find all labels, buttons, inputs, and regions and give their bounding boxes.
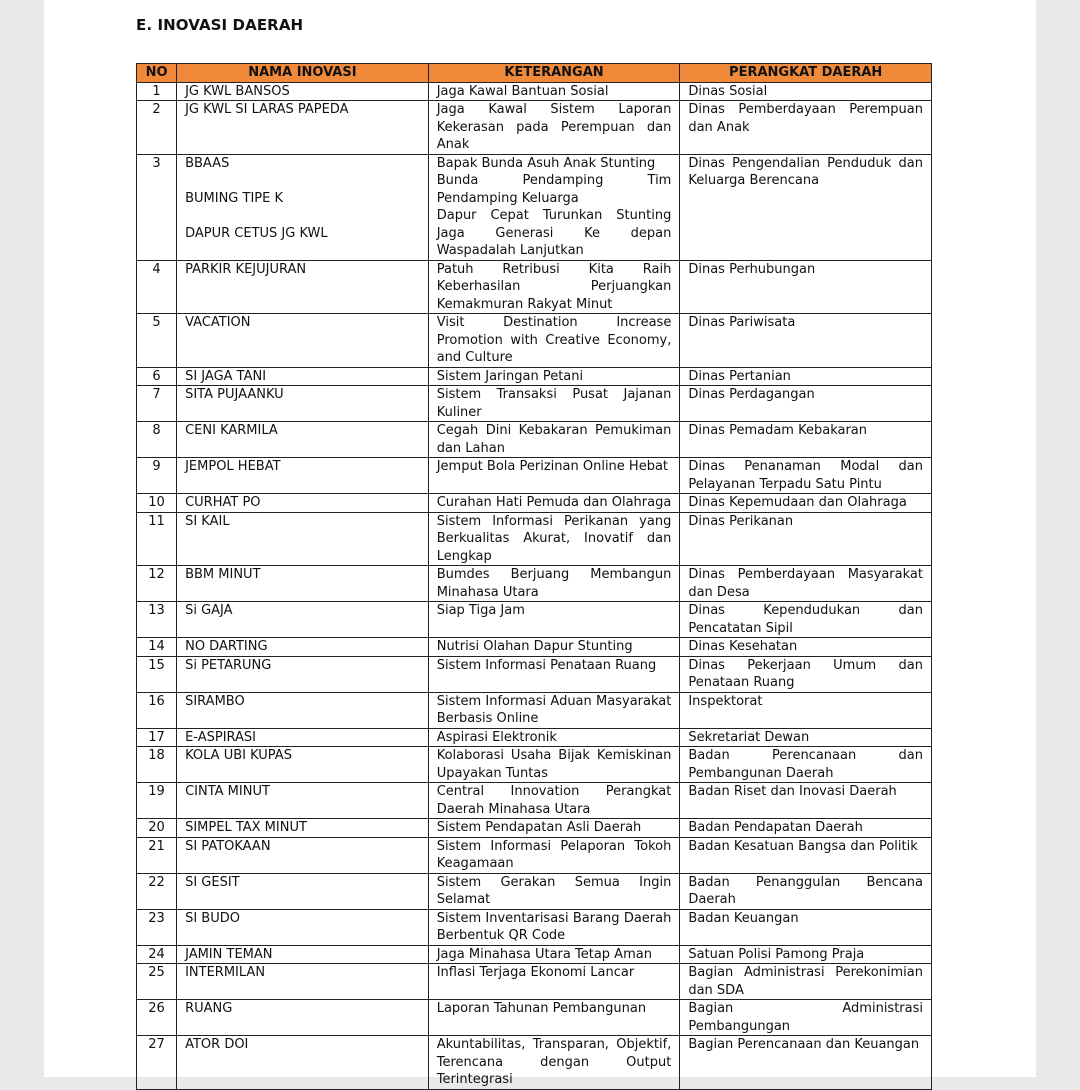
table-row [137,945,932,964]
table-row [137,783,932,819]
row-number: 23 [137,909,177,945]
description-cell [428,1000,680,1036]
innovation-name-cell [177,747,429,783]
row-number: 20 [137,819,177,838]
innovation-name: JEMPOL HEBAT [185,459,281,474]
innovation-name: NO DARTING [185,639,268,654]
innovation-description: Cegah Dini Kebakaran Pemukiman dan Lahan [436,423,672,456]
description-cell [428,314,680,368]
innovation-description: Jaga Minahasa Utara Tetap Aman [436,946,652,962]
regional-agency: Bagian Perencanaan dan Keuangan [680,1036,932,1090]
innovation-name-cell [177,783,429,819]
description-cell [428,458,680,494]
row-number: 14 [137,638,177,657]
innovation-name: CENI KARMILA [185,423,278,438]
innovation-description: Sistem Jaringan Petani [436,368,584,384]
innovation-description: Akuntabilitas, Transparan, Objektif, Terencana dengan Output Terintegrasi [436,1037,672,1087]
innovation-name: DAPUR CETUS JG KWL [185,225,328,241]
innovation-name-cell [177,1000,429,1036]
row-number: 7 [137,386,177,422]
regional-agency: Dinas Penanaman Modal dan Pelayanan Terpadu Satu Pintu [680,458,932,494]
innovation-name-cell [177,1036,429,1090]
regional-agency: Dinas Pemberdayaan Perempuan dan Anak [680,101,932,155]
regional-agency: Dinas Sosial [680,82,932,101]
innovation-name-cell [177,314,429,368]
innovation-name: SI PATOKAAN [185,838,271,854]
table-row [137,1000,932,1036]
section-heading: E. INOVASI DAERAH [136,16,304,34]
table-row [137,1036,932,1090]
row-number: 10 [137,494,177,513]
regional-agency: Dinas Pariwisata [680,314,932,368]
table-row [137,602,932,638]
table-row [137,422,932,458]
description-cell [428,909,680,945]
innovation-name: INTERMILAN [185,965,266,980]
regional-agency: Bagian Administrasi Pembangungan [680,1000,932,1036]
innovation-name: BBAAS [185,155,230,171]
innovation-description: Laporan Tahunan Pembangunan [436,1001,647,1016]
innovation-name: SIMPEL TAX MINUT [185,820,307,835]
regional-agency: Badan Pendapatan Daerah [680,819,932,838]
row-number: 21 [137,837,177,873]
innovation-name: SI KAIL [185,513,230,529]
row-number: 5 [137,314,177,368]
innovation-name: ATOR DOI [185,1037,249,1052]
innovation-name-cell [177,602,429,638]
innovation-name-cell [177,458,429,494]
table-row [137,386,932,422]
innovation-name: SI JAGA TANI [185,368,267,384]
regional-agency: Satuan Polisi Pamong Praja [680,945,932,964]
description-cell [428,747,680,783]
description-cell [428,422,680,458]
row-number: 17 [137,728,177,747]
innovation-description: Patuh Retribusi Kita Raih Keberhasilan Perjuangkan Kemakmuran Rakyat Minut [436,261,672,312]
description-cell [428,783,680,819]
innovation-name: E-ASPIRASI [185,729,257,745]
innovation-name-cell [177,945,429,964]
description-cell [428,656,680,692]
table-row [137,837,932,873]
row-number: 24 [137,945,177,964]
description-cell [428,728,680,747]
table-row [137,154,932,260]
row-number: 2 [137,101,177,155]
description-cell [428,260,680,314]
description-cell [428,945,680,964]
innovation-name-cell [177,964,429,1000]
description-cell [428,494,680,513]
innovation-name: PARKIR KEJUJURAN [185,261,307,277]
table-row [137,964,932,1000]
row-number: 9 [137,458,177,494]
innovation-description: Central Innovation Perangkat Daerah Minahasa Utara [436,784,672,817]
innovation-name: SITA PUJAANKU [185,387,284,402]
innovation-description: Sistem Pendapatan Asli Daerah [436,820,642,835]
innovation-name-cell [177,101,429,155]
table-body [137,82,932,1089]
header-perangkat-daerah: PERANGKAT DAERAH [680,64,932,83]
innovation-name: Si PETARUNG [185,657,272,673]
regional-agency: Badan Keuangan [680,909,932,945]
description-cell [428,964,680,1000]
regional-agency: Dinas Pemadam Kebakaran [680,422,932,458]
row-number: 27 [137,1036,177,1090]
table-row [137,873,932,909]
description-cell [428,82,680,101]
innovation-description: Kolaborasi Usaha Bijak Kemiskinan Upayakan Tuntas [436,748,672,781]
regional-agency: Dinas Pengendalian Penduduk dan Keluarga Berencana [680,154,932,260]
innovation-name-cell [177,386,429,422]
regional-agency: Dinas Pertanian [680,367,932,386]
table-row [137,260,932,314]
description-cell [428,1036,680,1090]
description-cell [428,638,680,657]
header-no: NO [137,64,177,83]
regional-agency: Dinas Kependudukan dan Pencatatan Sipil [680,602,932,638]
innovation-description: Bunda Pendamping Tim Pendamping Keluarga [436,173,672,206]
innovation-table [136,63,932,1090]
row-number: 4 [137,260,177,314]
innovation-name-cell [177,656,429,692]
table-row [137,512,932,566]
innovation-name: CINTA MINUT [185,784,270,799]
document-page [44,0,1036,1087]
innovation-description: Bapak Bunda Asuh Anak Stunting [436,155,656,171]
regional-agency: Sekretariat Dewan [680,728,932,747]
innovation-description: Sistem Informasi Perikanan yang Berkualitas Akurat, Inovatif dan Lengkap [436,513,672,564]
innovation-name: JG KWL SI LARAS PAPEDA [185,102,349,117]
innovation-name-cell [177,909,429,945]
row-number: 18 [137,747,177,783]
description-cell [428,367,680,386]
innovation-description: Siap Tiga Jam [436,603,525,618]
description-cell [428,101,680,155]
innovation-name-cell [177,837,429,873]
innovation-description: Sistem Gerakan Semua Ingin Selamat [436,874,672,907]
description-cell [428,837,680,873]
innovation-name-cell [177,819,429,838]
regional-agency: Badan Riset dan Inovasi Daerah [680,783,932,819]
innovation-name: BUMING TIPE K [185,190,283,206]
description-cell [428,386,680,422]
innovation-description: Sistem Informasi Pelaporan Tokoh Keagamaan [436,838,672,871]
table-row [137,314,932,368]
regional-agency: Dinas Pekerjaan Umum dan Penataan Ruang [680,656,932,692]
regional-agency: Dinas Perdagangan [680,386,932,422]
innovation-name-cell [177,494,429,513]
description-cell [428,512,680,566]
table-row [137,367,932,386]
innovation-name: VACATION [185,315,251,330]
innovation-description: Aspirasi Elektronik [436,729,557,745]
innovation-name-cell [177,260,429,314]
table-row [137,101,932,155]
innovation-name-cell [177,82,429,101]
table-row [137,692,932,728]
innovation-description: Sistem Transaksi Pusat Jajanan Kuliner [436,387,672,420]
regional-agency: Bagian Administrasi Perekonimian dan SDA [680,964,932,1000]
row-number: 1 [137,82,177,101]
innovation-name-cell [177,638,429,657]
innovation-name-cell [177,873,429,909]
row-number: 26 [137,1000,177,1036]
table-header-row [137,64,932,83]
row-number: 22 [137,873,177,909]
innovation-description: Curahan Hati Pemuda dan Olahraga [436,495,672,510]
row-number: 19 [137,783,177,819]
innovation-name-cell [177,566,429,602]
innovation-description: Jaga Kawal Bantuan Sosial [436,83,609,99]
description-cell [428,819,680,838]
row-number: 15 [137,656,177,692]
table-row [137,656,932,692]
innovation-name-cell [177,512,429,566]
regional-agency: Inspektorat [680,692,932,728]
innovation-description: Sistem Informasi Aduan Masyarakat Berbasis Online [436,693,672,726]
innovation-description: Nutrisi Olahan Dapur Stunting [436,639,633,654]
innovation-description: Visit Destination Increase Promotion with Creative Economy, and Culture [436,315,672,365]
regional-agency: Dinas Kepemudaan dan Olahraga [680,494,932,513]
innovation-name: CURHAT PO [185,495,261,510]
regional-agency: Badan Perencanaan dan Pembangunan Daerah [680,747,932,783]
innovation-name-cell [177,154,429,260]
innovation-name: JG KWL BANSOS [185,83,290,99]
innovation-name: SI BUDO [185,910,240,926]
table-row [137,82,932,101]
table-row [137,819,932,838]
row-number: 16 [137,692,177,728]
innovation-name-cell [177,728,429,747]
innovation-description: Jaga Kawal Sistem Laporan Kekerasan pada Perempuan dan Anak [436,102,672,152]
row-number: 8 [137,422,177,458]
table-row [137,909,932,945]
table-row [137,566,932,602]
description-cell [428,154,680,260]
header-nama-inovasi: NAMA INOVASI [177,64,429,83]
table-row [137,747,932,783]
innovation-description: Dapur Cepat Turunkan Stunting Jaga Generasi Ke depan Waspadalah Lanjutkan [436,208,672,258]
innovation-name-cell [177,367,429,386]
table-row [137,728,932,747]
innovation-description: Jemput Bola Perizinan Online Hebat [436,459,669,474]
innovation-name-cell [177,692,429,728]
description-cell [428,692,680,728]
innovation-name: RUANG [185,1001,233,1016]
header-keterangan: KETERANGAN [428,64,680,83]
innovation-name: BBM MINUT [185,567,261,582]
row-number: 3 [137,154,177,260]
row-number: 25 [137,964,177,1000]
row-number: 12 [137,566,177,602]
table-row [137,638,932,657]
innovation-name: KOLA UBI KUPAS [185,748,292,763]
row-number: 11 [137,512,177,566]
innovation-name: SI GESIT [185,874,240,890]
innovation-description: Bumdes Berjuang Membangun Minahasa Utara [436,567,672,600]
regional-agency: Badan Penanggulan Bencana Daerah [680,873,932,909]
table-row [137,494,932,513]
regional-agency: Dinas Pemberdayaan Masyarakat dan Desa [680,566,932,602]
innovation-name: JAMIN TEMAN [185,946,273,962]
row-number: 13 [137,602,177,638]
innovation-description: Sistem Informasi Penataan Ruang [436,657,657,673]
regional-agency: Dinas Perikanan [680,512,932,566]
row-number: 6 [137,367,177,386]
description-cell [428,602,680,638]
description-cell [428,873,680,909]
regional-agency: Dinas Kesehatan [680,638,932,657]
innovation-name-cell [177,422,429,458]
description-cell [428,566,680,602]
regional-agency: Badan Kesatuan Bangsa dan Politik [680,837,932,873]
table-row [137,458,932,494]
regional-agency: Dinas Perhubungan [680,260,932,314]
innovation-name: Si GAJA [185,603,233,618]
innovation-description: Inflasi Terjaga Ekonomi Lancar [436,965,635,980]
innovation-description: Sistem Inventarisasi Barang Daerah Berbentuk QR Code [436,910,672,943]
innovation-name: SIRAMBO [185,693,245,709]
